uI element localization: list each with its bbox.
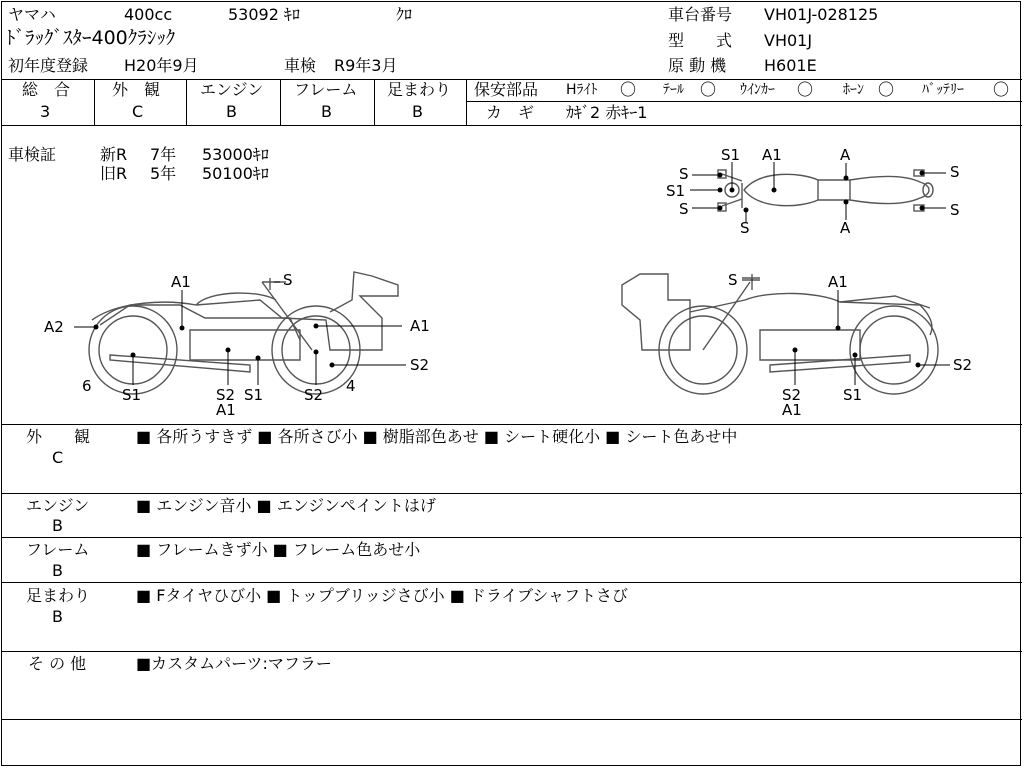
model-code: VH01J — [764, 31, 813, 50]
left-label-s2-engine: S2 — [216, 386, 236, 404]
left-label-s1-engine: S1 — [244, 386, 264, 404]
model-code-label: 型 式 — [668, 31, 733, 50]
left-label-s2-fork: S2 — [304, 386, 324, 404]
left-view-bike — [89, 272, 398, 394]
shaken-label: 車検証 — [8, 145, 57, 164]
top-label-s-lower-right: S — [950, 201, 960, 219]
grade-engine-value: B — [226, 102, 237, 121]
safety-battery-mark: 〇 — [993, 80, 1010, 99]
section-exterior-notes: ■ 各所うすきず ■ 各所さび小 ■ 樹脂部色あせ ■ シート硬化小 ■ シート色あせ中 — [136, 427, 738, 446]
grade-exterior-value: C — [132, 102, 144, 121]
left-label-a2: A2 — [44, 318, 64, 336]
displacement: 400cc — [124, 5, 173, 24]
section-frame-grade: B — [52, 561, 63, 580]
shaken-new-years: 7年 — [150, 145, 177, 164]
first-registration-label: 初年度登録 — [8, 56, 89, 75]
top-label-s-lower-left: S — [679, 200, 689, 218]
section-suspension-label: 足まわり — [26, 586, 91, 605]
grade-frame-value: B — [321, 102, 332, 121]
safety-tail: ﾃｰﾙ — [663, 82, 684, 98]
shaken-old-years: 5年 — [150, 164, 177, 183]
right-label-a1-bottom: A1 — [782, 401, 802, 419]
safety-headlight-mark: 〇 — [620, 80, 637, 99]
left-label-4: 4 — [346, 377, 356, 395]
section-suspension-notes: ■ Fタイヤひび小 ■ トップブリッジさび小 ■ ドライブシャフトさび — [136, 586, 628, 605]
right-label-s2-rear: S2 — [953, 356, 973, 374]
key-value: ｶｷﾞ2 赤ｷｰ1 — [566, 103, 648, 122]
top-label-a-lower: A — [840, 219, 851, 237]
top-label-s-upper-left: S — [679, 165, 689, 183]
frame-no: VH01J-028125 — [764, 5, 879, 24]
shaken-new-km: 53000ｷﾛ — [202, 145, 269, 164]
safety-headlight: Hﾗｲﾄ — [566, 82, 598, 98]
section-exterior-grade: C — [52, 448, 64, 467]
safety-horn-mark: 〇 — [878, 80, 895, 99]
grade-exterior-label: 外 観 — [112, 80, 161, 99]
section-frame-notes: ■ フレームきず小 ■ フレーム色あせ小 — [136, 540, 421, 559]
key-label: カ ギ — [486, 103, 535, 122]
safety-horn: ﾎｰﾝ — [843, 82, 864, 98]
section-engine-label: エンジン — [26, 496, 90, 515]
grade-engine-label: エンジン — [200, 80, 264, 99]
engine-code: H601E — [764, 56, 817, 75]
section-engine-notes: ■ エンジン音小 ■ エンジンペイントはげ — [136, 496, 436, 515]
safety-tail-mark: 〇 — [700, 80, 717, 99]
inspection-date: R9年3月 — [334, 56, 398, 75]
left-label-a1-front: A1 — [410, 317, 430, 335]
frame-no-label: 車台番号 — [668, 5, 733, 24]
top-label-a-upper: A — [840, 146, 851, 164]
section-other-label: そ の 他 — [28, 654, 87, 673]
left-label-a1-bottom: A1 — [216, 401, 236, 419]
section-other-notes: ■カスタムパーツ:マフラー — [136, 654, 332, 673]
left-label-a1-tank: A1 — [171, 273, 191, 291]
section-suspension-grade: B — [52, 607, 63, 626]
shaken-old-km: 50100ｷﾛ — [202, 164, 269, 183]
safety-winker: ｳｲﾝｶｰ — [740, 82, 775, 98]
right-label-a1-tank: A1 — [828, 273, 848, 291]
model-name: ﾄﾞﾗｯｸﾞｽﾀｰ400ｸﾗｼｯｸ — [6, 27, 176, 49]
left-label-s1-rear: S1 — [122, 386, 142, 404]
top-label-a1: A1 — [762, 146, 782, 164]
safety-battery: ﾊﾞｯﾃﾘｰ — [922, 82, 964, 98]
first-registration: H20年9月 — [124, 56, 199, 75]
top-label-s-upper-right: S — [950, 163, 960, 181]
inspection-label: 車検 — [284, 56, 317, 75]
grade-suspension-label: 足まわり — [387, 80, 452, 99]
grade-suspension-value: B — [412, 102, 423, 121]
engine-label: 原 動 機 — [668, 56, 727, 75]
top-label-s-bottom: S — [740, 219, 750, 237]
right-label-s2-engine: S2 — [782, 386, 802, 404]
safety-winker-mark: 〇 — [797, 80, 814, 99]
right-label-s1: S1 — [843, 386, 863, 404]
top-view-bike — [718, 170, 933, 211]
maker: ヤマハ — [8, 5, 56, 24]
grade-total-label: 総 合 — [22, 80, 71, 99]
right-view-bike — [622, 274, 938, 394]
top-label-s1: S1 — [721, 146, 741, 164]
safety-label: 保安部品 — [474, 80, 539, 99]
section-engine-grade: B — [52, 516, 63, 535]
right-label-s-mirror: S — [728, 271, 738, 289]
grade-total-value: 3 — [40, 102, 51, 121]
grade-frame-label: フレーム — [294, 80, 358, 99]
left-label-6: 6 — [82, 377, 92, 395]
damage-dots — [94, 171, 925, 368]
top-label-s1-left: S1 — [666, 182, 686, 200]
shaken-new-name: 新R — [100, 145, 128, 164]
section-frame-label: フレーム — [26, 540, 90, 559]
shaken-old-name: 旧R — [100, 164, 128, 183]
mileage: 53092 ｷﾛ — [228, 5, 300, 24]
left-label-s2-front: S2 — [410, 356, 430, 374]
section-exterior-label: 外 観 — [26, 427, 91, 446]
color: ｸﾛ — [396, 5, 413, 24]
left-label-s-mirror: S — [283, 271, 293, 289]
